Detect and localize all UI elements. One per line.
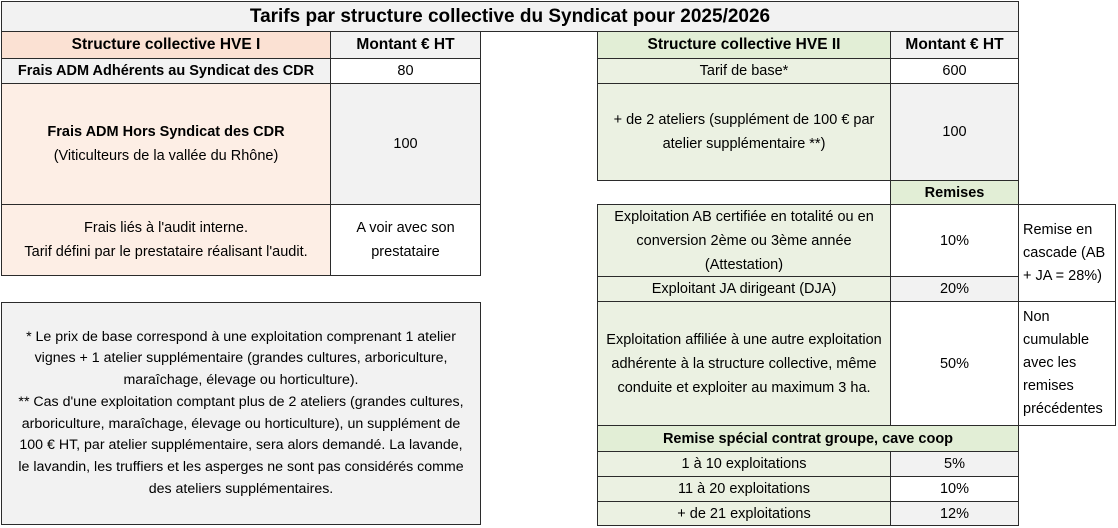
hve1-row2-label	[1, 83, 331, 205]
groupe-row-2-amount: 10%	[890, 476, 1019, 502]
hve2-header-amount: Montant € HT	[890, 31, 1019, 59]
groupe-row-3-amount: 12%	[890, 501, 1019, 526]
hve2-row2-label: + de 2 ateliers (supplément de 100 € par atelier supplémentaire **)	[597, 83, 891, 181]
remise-affiliee-label: Exploitation affiliée à une autre exploitation adhérente à la structure collective, même conduite et exploiter au maximum 3 ha.	[597, 301, 891, 426]
hve1-row3-amount: A voir avec son prestataire	[330, 204, 481, 276]
hve1-row1-label: Frais ADM Adhérents au Syndicat des CDR	[1, 58, 331, 84]
remises-header: Remises	[890, 180, 1019, 205]
groupe-row-1-amount: 5%	[890, 451, 1019, 477]
footnote-base-price: * Le prix de base correspond à une exploitation comprenant 1 atelier vignes + 1 atelier supplémentaire (grandes cultures, arboriculture, maraîchage, élevage ou horticulture).	[26, 328, 456, 389]
hve1-row3-line1: Frais liés à l'audit interne.	[84, 220, 248, 236]
hve1-row2-label-bold: Frais ADM Hors Syndicat des CDR	[47, 124, 285, 140]
footnote-extra-workshops: ** Cas d'une exploitation comptant plus de 2 ateliers (grandes cultures, arboriculture, maraîchage, élevage ou horticulture), un supplément de 100 € HT, par atelier supplémentaire, sera alors demandé. La lavande, le lavandin, les truffiers et les asperges ne sont pas considérés comme des ateliers supplémentaires.	[18, 393, 464, 497]
page-title: Tarifs par structure collective du Syndicat pour 2025/2026	[1, 1, 1019, 32]
hve1-row2-amount: 100	[330, 83, 481, 205]
groupe-row-2-label: 11 à 20 exploitations	[597, 476, 891, 502]
sheet-right-border	[1018, 1, 1019, 205]
hve2-row1-amount: 600	[890, 58, 1019, 84]
footnote-box	[1, 302, 481, 525]
side-note-cascade: Remise en cascade (AB + JA = 28%)	[1018, 204, 1116, 302]
side-note-non-cumulable: Non cumulable avec les remises précédentes	[1018, 301, 1116, 426]
hve1-row3-line2: Tarif défini par le prestataire réalisant l'audit.	[24, 244, 308, 260]
hve1-row1-amount: 80	[330, 58, 481, 84]
remise-affiliee-amount: 50%	[890, 301, 1019, 426]
groupe-row-3-label: + de 21 exploitations	[597, 501, 891, 526]
hve1-row2-label-sub: (Viticulteurs de la vallée du Rhône)	[53, 148, 279, 164]
hve2-row1-label: Tarif de base*	[597, 58, 891, 84]
hve2-header-structure: Structure collective HVE II	[597, 31, 891, 59]
remise-ja-amount: 20%	[890, 276, 1019, 302]
hve2-row2-amount: 100	[890, 83, 1019, 181]
hve1-header-amount: Montant € HT	[330, 31, 481, 59]
groupe-header: Remise spécial contrat groupe, cave coop	[597, 425, 1019, 452]
hve1-row3-label	[1, 204, 331, 276]
groupe-row-1-label: 1 à 10 exploitations	[597, 451, 891, 477]
remise-ab-amount: 10%	[890, 204, 1019, 277]
hve1-header-structure: Structure collective HVE I	[1, 31, 331, 59]
remise-ab-label: Exploitation AB certifiée en totalité ou en conversion 2ème ou 3ème année (Attestation)	[597, 204, 891, 277]
remise-ja-label: Exploitant JA dirigeant (DJA)	[597, 276, 891, 302]
